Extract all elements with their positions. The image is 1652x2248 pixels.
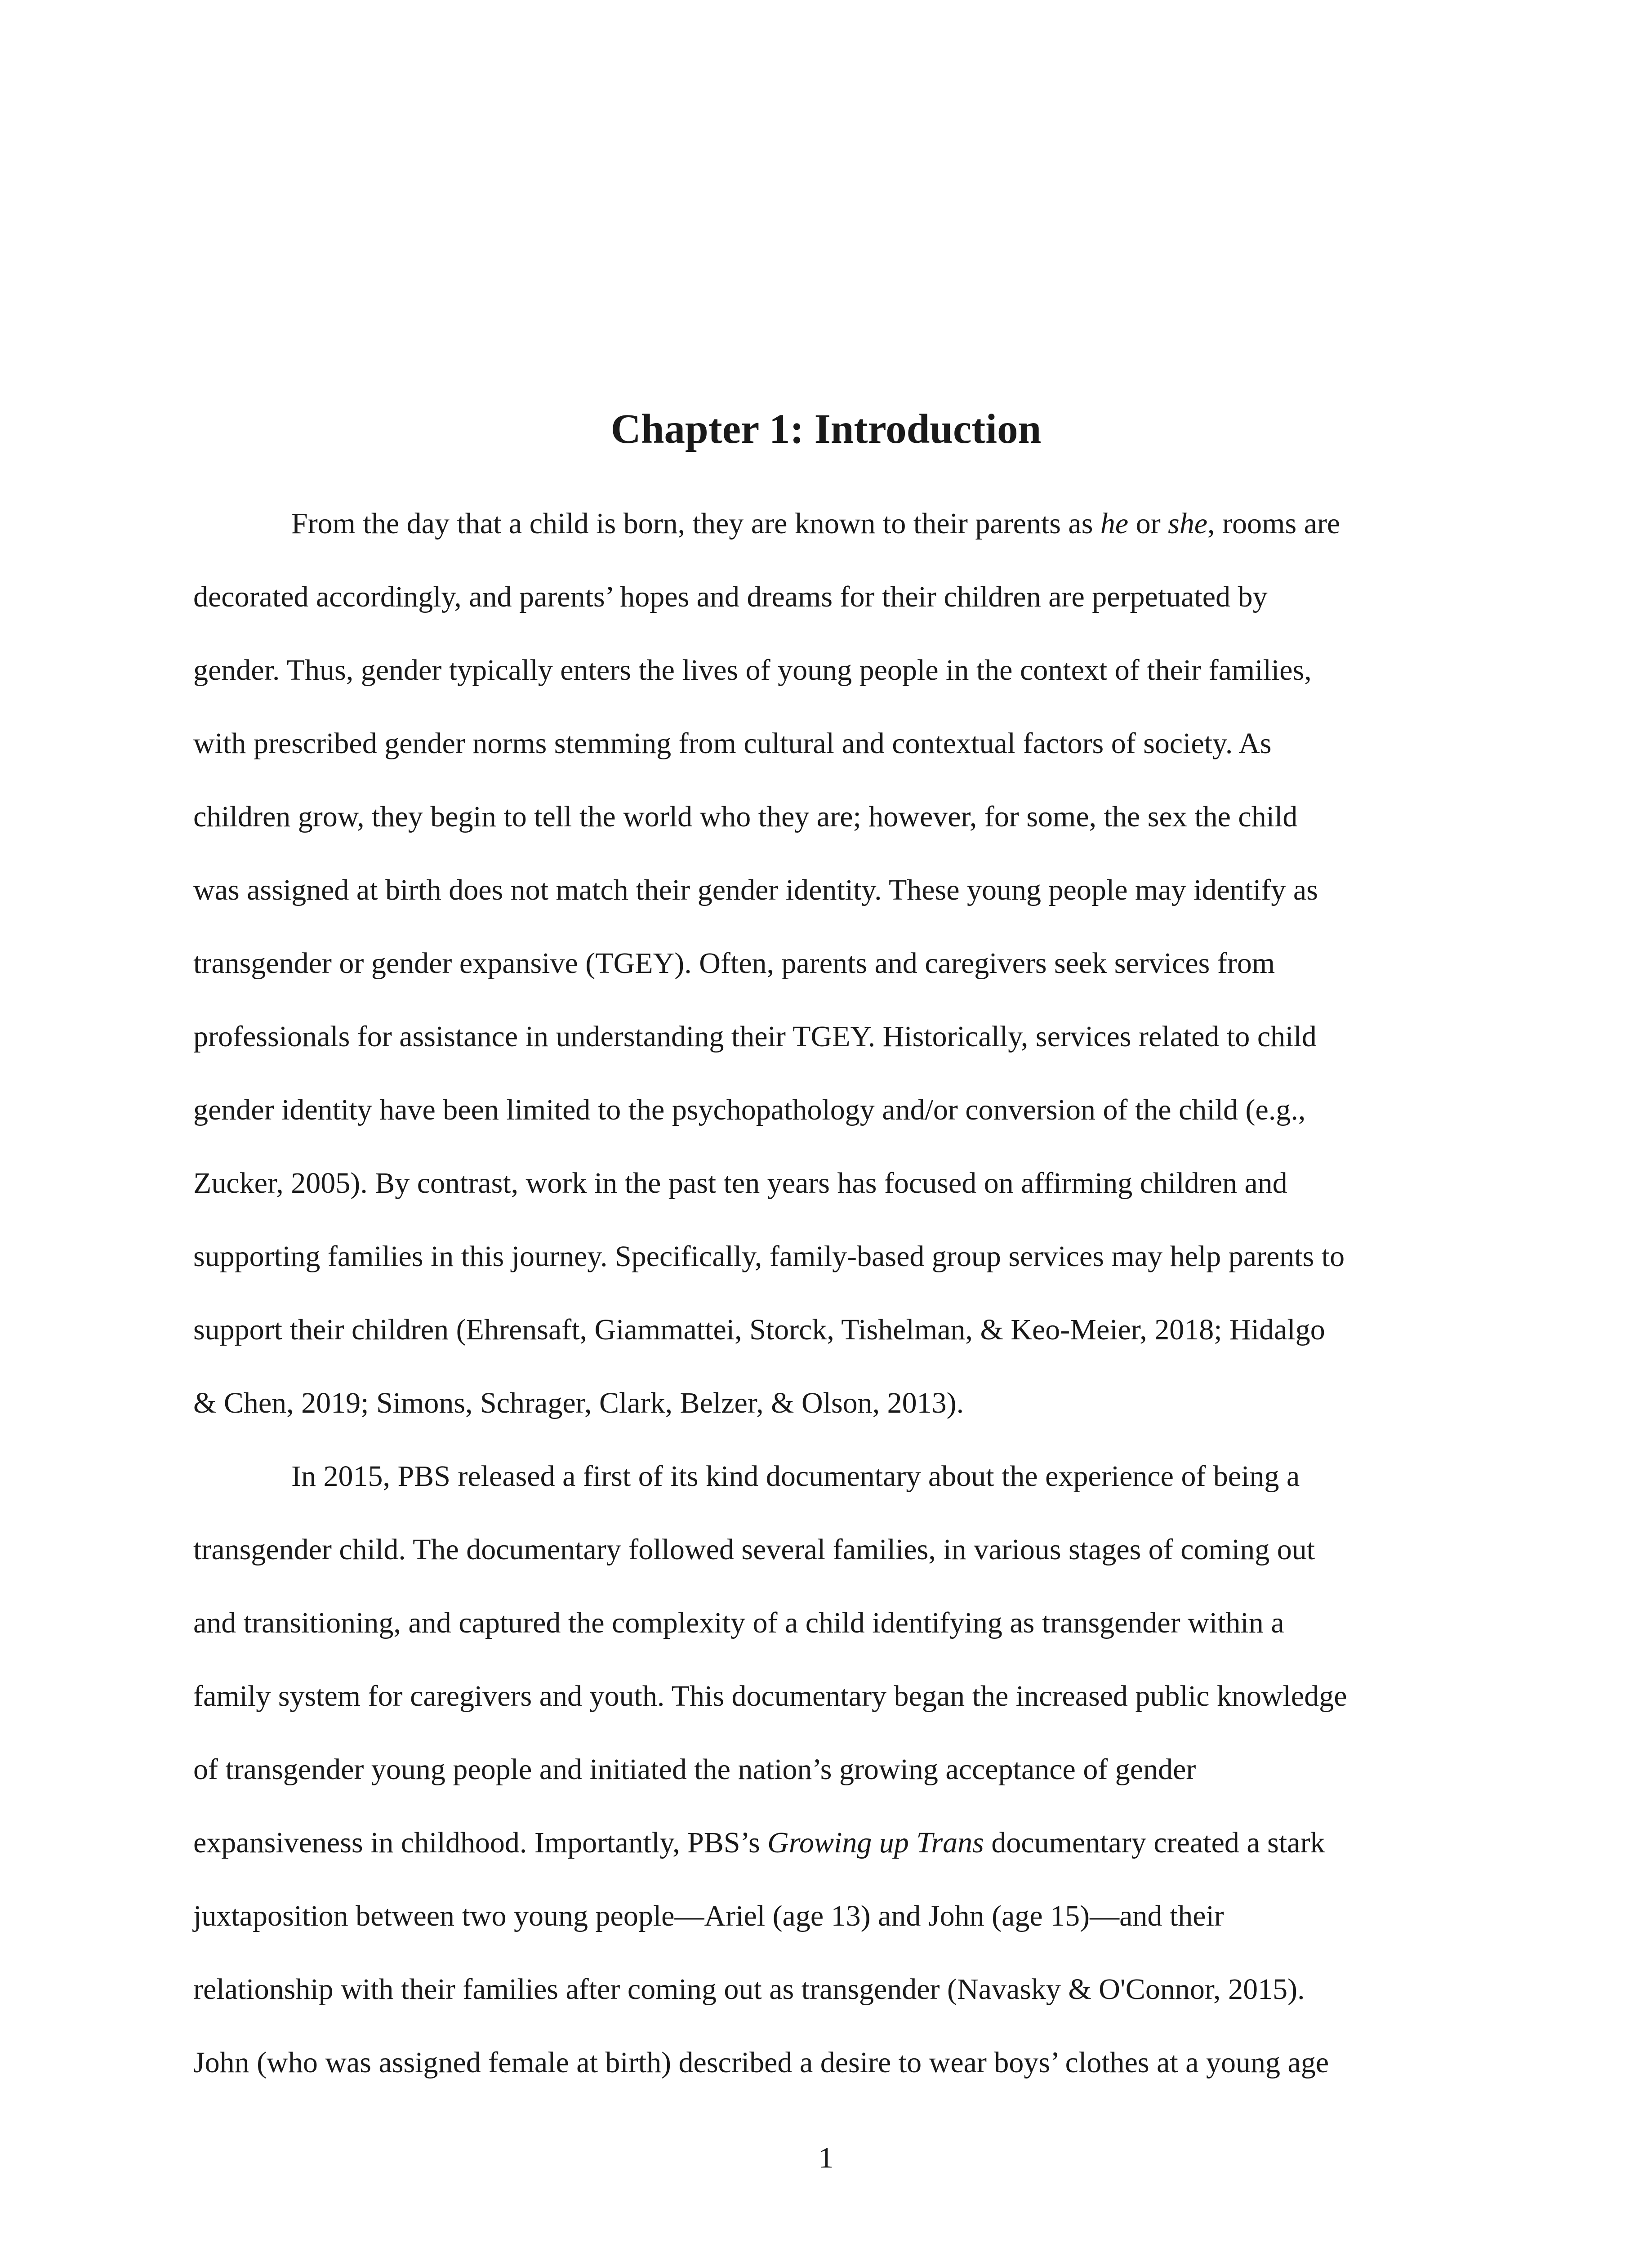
italic-documentary-title: Growing up Trans [767,1826,984,1859]
paragraph-1-line-8: professionals for assistance in understanding their TGEY. Historically, services related to child [193,1020,1317,1053]
paragraph-2-line-6 [193,1823,1325,1863]
paragraph-2-line-9: John (who was assigned female at birth) described a desire to wear boys’ clothes at a young age [193,2046,1329,2079]
paragraph-1-line-9: gender identity have been limited to the psychopathology and/or conversion of the child (e.g., [193,1093,1306,1126]
paragraph-1-line-13: & Chen, 2019; Simons, Schrager, Clark, Belzer, & Olson, 2013). [193,1387,964,1419]
text-run: or [1128,507,1168,540]
paragraph-1-line-5: children grow, they begin to tell the world who they are; however, for some, the sex the child [193,800,1298,833]
text-run: From the day that a child is born, they are known to their parents as [291,507,1100,540]
paragraph-2-line-8: relationship with their families after coming out as transgender (Navasky & O'Connor, 2015). [193,1973,1305,2006]
paragraph-2-line-2: transgender child. The documentary followed several families, in various stages of coming out [193,1533,1315,1566]
paragraph-1-line-7: transgender or gender expansive (TGEY). Often, parents and caregivers seek services from [193,947,1275,980]
paragraph-1-line-10: Zucker, 2005). By contrast, work in the past ten years has focused on affirming children and [193,1167,1287,1200]
italic-he: he [1100,507,1129,540]
chapter-title: Chapter 1: Introduction [610,406,1042,452]
text-run: , rooms are [1207,507,1340,540]
paragraph-1-line-3: gender. Thus, gender typically enters the lives of young people in the context of their families, [193,654,1312,687]
paragraph-2-line-7: juxtaposition between two young people—Ariel (age 13) and John (age 15)—and their [193,1900,1224,1932]
paragraph-1-line-12: support their children (Ehrensaft, Giammattei, Storck, Tishelman, & Keo-Meier, 2018; Hidalgo [193,1313,1325,1346]
paragraph-1-line-11: supporting families in this journey. Specifically, family-based group services may help parents to [193,1240,1345,1273]
paragraph-1-line-1 [291,504,1340,544]
italic-she: she [1168,507,1208,540]
paragraph-1-line-2: decorated accordingly, and parents’ hopes and dreams for their children are perpetuated by [193,580,1268,613]
paragraph-2-line-1: In 2015, PBS released a first of its kind documentary about the experience of being a [291,1460,1300,1493]
paragraph-2-line-4: family system for caregivers and youth. This documentary began the increased public knowledge [193,1680,1347,1713]
text-run: documentary created a stark [984,1826,1325,1859]
paragraph-2-line-3: and transitioning, and captured the complexity of a child identifying as transgender within a [193,1606,1284,1639]
text-run: expansiveness in childhood. Importantly, PBS’s [193,1826,768,1859]
paragraph-2-line-5: of transgender young people and initiated the nation’s growing acceptance of gender [193,1753,1196,1786]
paragraph-1-line-4: with prescribed gender norms stemming from cultural and contextual factors of society. As [193,727,1272,760]
paragraph-1-line-6: was assigned at birth does not match their gender identity. These young people may identify as [193,874,1318,906]
page-number: 1 [819,2141,833,2174]
